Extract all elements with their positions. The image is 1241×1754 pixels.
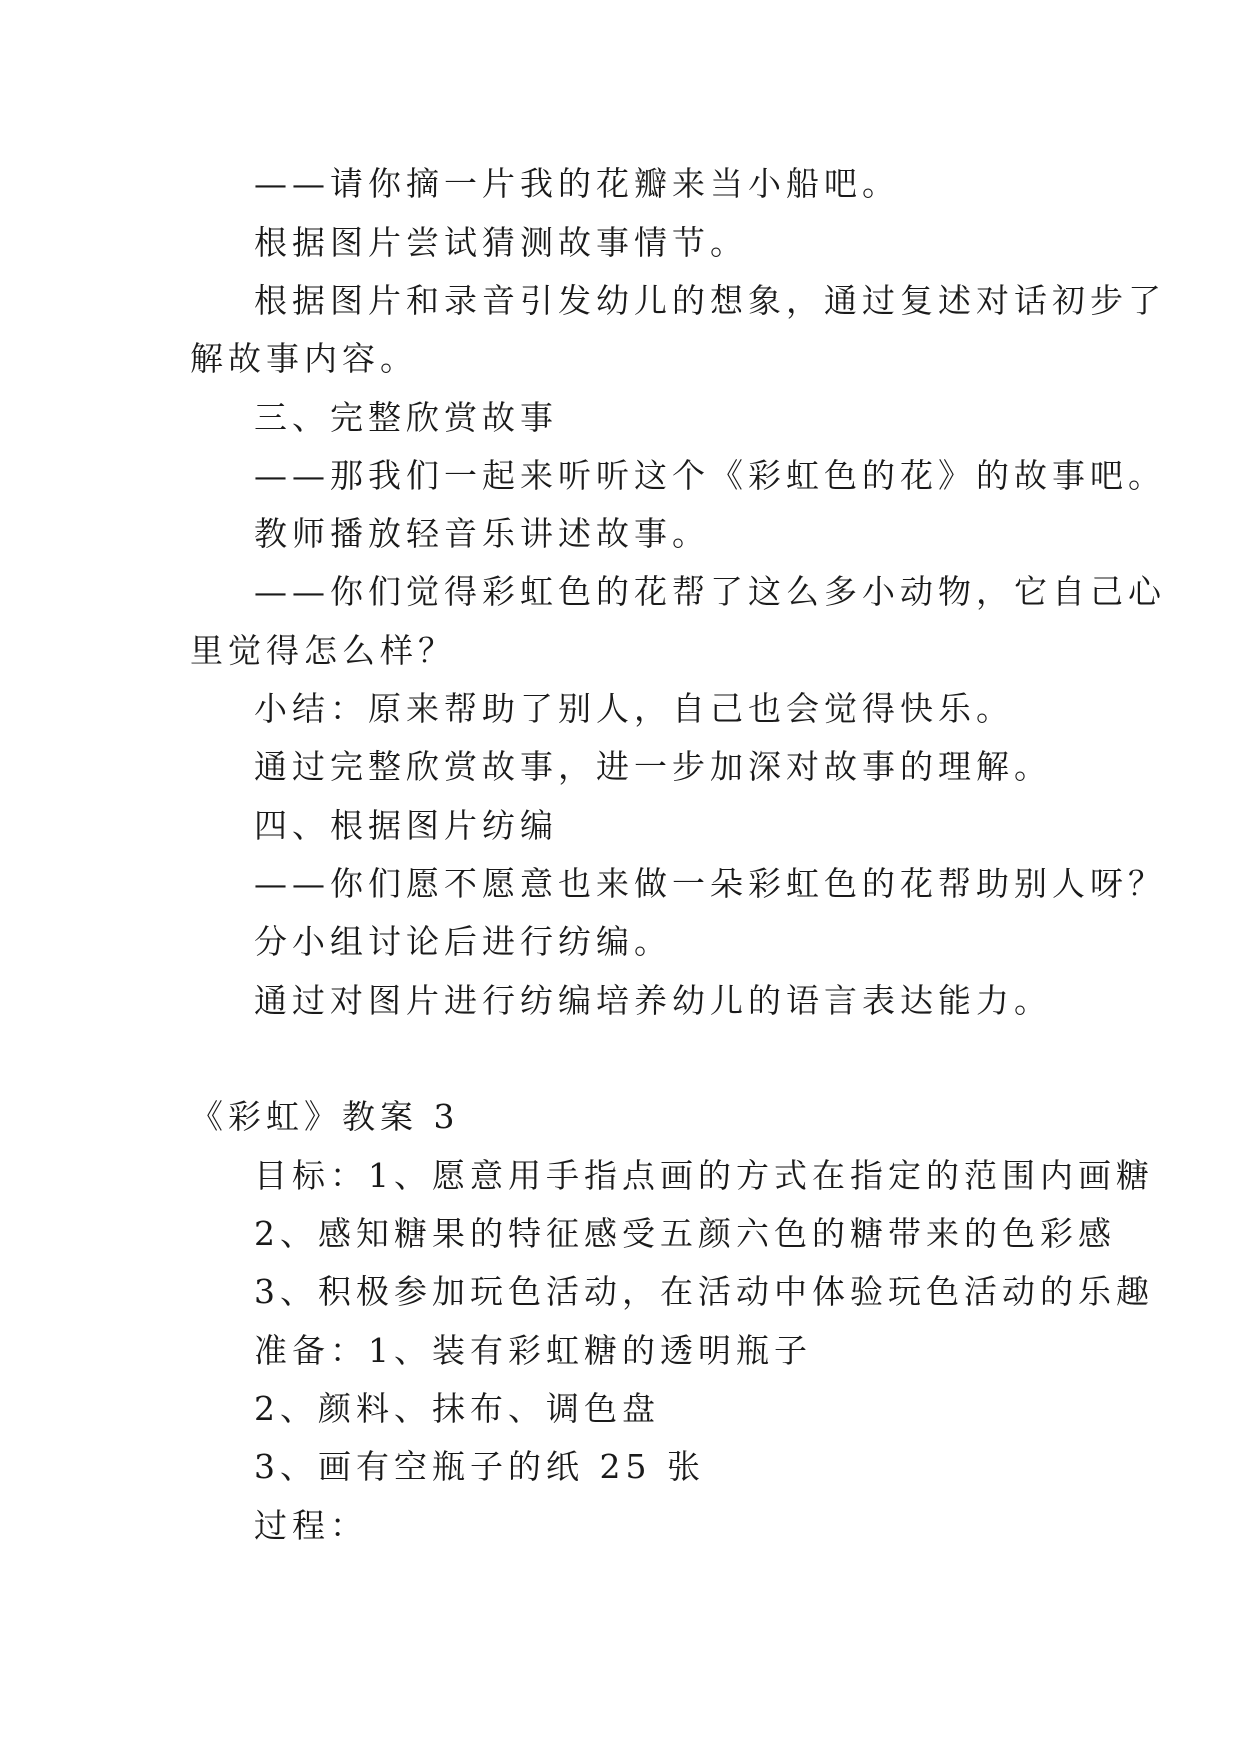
goal-line: 3、积极参加玩色活动，在活动中体验玩色活动的乐趣 [254, 1272, 1154, 1311]
goal-line: 2、感知糖果的特征感受五颜六色的糖带来的色彩感 [254, 1214, 1116, 1253]
prep-line: 2、颜料、抹布、调色盘 [254, 1389, 660, 1428]
paragraph-line: ——请你摘一片我的花瓣来当小船吧。 [254, 164, 900, 203]
paragraph-line: 根据图片和录音引发幼儿的想象，通过复述对话初步了 [254, 281, 1166, 320]
paragraph-line: ——你们觉得彩虹色的花帮了这么多小动物，它自己心 [254, 572, 1166, 611]
paragraph-line: 分小组讨论后进行纺编。 [254, 922, 672, 961]
paragraph-line: ——那我们一起来听听这个《彩虹色的花》的故事吧。 [254, 456, 1166, 495]
paragraph-line: 里觉得怎么样？ [190, 631, 456, 670]
paragraph-line: 通过完整欣赏故事，进一步加深对故事的理解。 [254, 747, 1052, 786]
paragraph-line: 小结：原来帮助了别人，自己也会觉得快乐。 [254, 689, 1014, 728]
paragraph-line: 根据图片尝试猜测故事情节。 [254, 223, 748, 262]
prep-line: 3、画有空瓶子的纸 25 张 [254, 1447, 705, 1486]
paragraph-line: 通过对图片进行纺编培养幼儿的语言表达能力。 [254, 981, 1052, 1020]
lesson-title: 《彩虹》教案 3 [190, 1097, 460, 1136]
goal-line: 目标：1、愿意用手指点画的方式在指定的范围内画糖 [254, 1156, 1154, 1195]
paragraph-line: ——你们愿不愿意也来做一朵彩虹色的花帮助别人呀？ [254, 864, 1166, 903]
section-heading: 四、根据图片纺编 [254, 806, 558, 845]
section-heading: 三、完整欣赏故事 [254, 398, 558, 437]
prep-line: 准备：1、装有彩虹糖的透明瓶子 [254, 1331, 812, 1370]
process-heading: 过程： [254, 1506, 368, 1545]
paragraph-line: 解故事内容。 [190, 339, 418, 378]
paragraph-line: 教师播放轻音乐讲述故事。 [254, 514, 710, 553]
